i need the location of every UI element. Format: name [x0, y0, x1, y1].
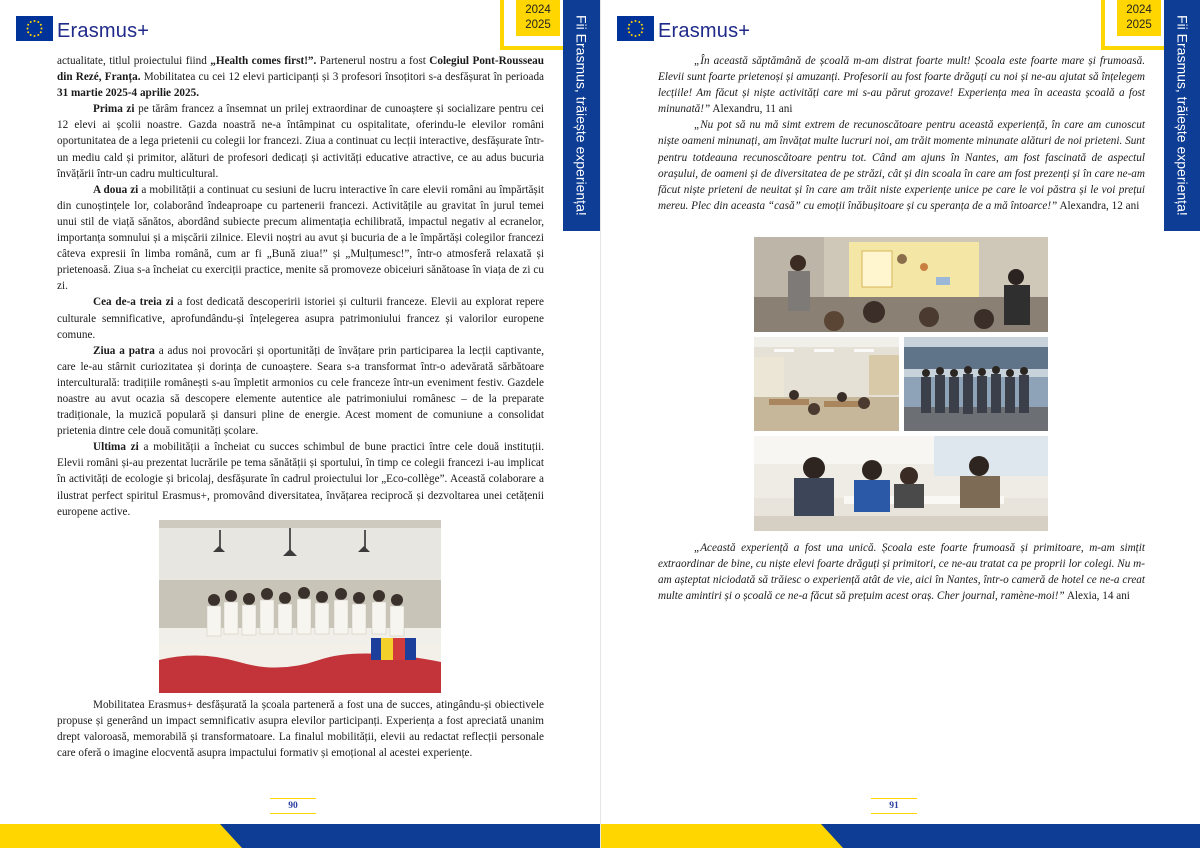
day1-paragraph — [57, 101, 544, 181]
vertical-title-text-right: Fii Erasmus, trăiește experiența! — [1174, 15, 1191, 216]
day1-text: pe tărâm francez a însemnat un prilej extraordinar de cunoaștere și socializare pentru cei 12 elevi ai școlii noastre. Gazda noastră ne-a întâmpinat cu ospitalitate, oferindu-le elevilor români oportunitatea de a lega prietenii cu colegii lor francezi. Ziua a continuat cu lecții interactive, desfășurate într-un mediu cald și primitor, alături de profesori dedicați și activități educative atractive, ce au adus bucuria învățării într-un cadru multicultural. — [57, 103, 544, 180]
intro-text-a: actualitate, titlul proiectului fiind — [57, 55, 211, 67]
students-group-image — [904, 337, 1048, 431]
brand-name-right: Erasmus+ — [658, 20, 751, 42]
page-number-left: 90 — [270, 798, 316, 814]
day1-lead: Prima zi — [93, 103, 135, 116]
testimonial-alexandru — [658, 53, 1145, 117]
day4-lead: Ziua a patra — [93, 344, 155, 357]
eu-flag-icon — [617, 16, 654, 41]
intro-text-c: Partenerul nostru a fost — [316, 55, 430, 67]
last-day-text: a mobilității a încheiat cu succes schimbul de bune practici între cele două instituții. Elevii români și-au prezentat lucrările pe tema sănătății și sportului, în timp ce colegii francezi i-au implicat în activități de ecologie și bricolaj, desfășurate în cadrul proiectului lor „Eco-collège”. Această colaborare a ilustrat perfect spiritul Erasmus+, promovând diversitatea, învățarea reciprocă și dezvoltarea unei cetățenii europene active. — [57, 441, 544, 518]
testimonials-top — [658, 53, 1145, 214]
day3-lead: Cea de-a treia zi — [93, 296, 174, 309]
article-top — [57, 53, 544, 520]
group-photo — [159, 520, 441, 693]
testimonials-bottom — [658, 540, 1145, 604]
testimonial-alexandru-text: „În această săptămână de școală m-am distrat foarte mult! Școala este foarte mare și frumoasă. Elevii sunt foarte prietenoși și amuzanți. Profesorii au fost foarte drăguți cu noi și ne-au ajutat să înțelegem lecțiile! Am făcut și niște activități care mi s-au părut grozave! Experiența mea în aceasta școală a fost minunată!” — [658, 55, 1145, 116]
eu-flag-icon — [16, 16, 53, 41]
year-badge — [516, 0, 560, 36]
classroom-image — [754, 337, 899, 431]
classroom-presentation-image — [754, 237, 1048, 332]
last-day-paragraph — [57, 439, 544, 519]
testimonial-alexia — [658, 540, 1145, 604]
students-group-photo — [904, 337, 1048, 431]
year-start-right: 2024 — [1126, 4, 1152, 16]
classroom-photo — [754, 337, 899, 431]
testimonial-alexia-author: Alexia, 14 ani — [1064, 590, 1130, 603]
vertical-title — [563, 0, 600, 231]
project-title: „Health comes first!”. — [210, 55, 317, 67]
footer-blue-stripe-right — [821, 824, 1200, 848]
article-bottom — [57, 697, 544, 761]
intro-paragraph — [57, 53, 544, 101]
partner-school: Colegiul Pont-Rousseau din Rezé, Franța. — [57, 55, 544, 84]
day4-text: a adus noi provocări și oportunități de învățare prin participarea la lecții captivante, care le-au stârnit curiozitatea și dorința de cunoaștere. Seara s-a transformat într-o adevărată sărbătoare interculturală: tradițiile românești s-au împletit armonios cu cele franceze într-un eveniment festiv. Gazdele noastre au avut ocazia să descopere elemente autentice ale patrimoniului românesc – de la preparate tradiționale, la muzică populară și dansuri pline de energie. Acest moment de comuniune a consolidat prietenia dintre cele două comunități școlare. — [57, 344, 544, 438]
year-badge-right — [1117, 0, 1161, 36]
erasmus-logo — [16, 14, 149, 43]
classroom-presentation-photo — [754, 237, 1048, 332]
footer-blue-stripe — [220, 824, 600, 848]
testimonial-alexandra-text: „Nu pot să nu mă simt extrem de recunoscătoare pentru această experiență, în care am cunoscut niște oameni minunați, am învățat multe lucruri noi, am trăit momente minunate alături de noi prieteni. Sunt pentru totdeauna recunoscătoare pentru tot. Când am ajuns în Nantes, am fost fascinată de aspectul orașului, de oameni și de diversitatea de pe străzi, cât și din scoala în care am fost prezenți și în care ne-am făcut niște prieteni de neuitat și în care am trăit niste experiențe unice pe care le voi păstra și le voi prețui mereu. Plec din aceasta “casă” cu emoții înăbușitoare și cu speranța de a mă întoarce!” — [658, 119, 1145, 212]
vertical-title-text: Fii Erasmus, trăiește experiența! — [573, 15, 590, 216]
testimonial-alexandru-author: Alexandru, 11 ani — [710, 103, 793, 116]
intro-text-e: Mobilitatea cu cei 12 elevi participanți și 3 profesori însoțitori s-a desfășurat în perioada — [140, 71, 545, 84]
testimonial-alexandra — [658, 117, 1145, 214]
day4-paragraph — [57, 343, 544, 440]
day3-paragraph — [57, 294, 544, 342]
year-end: 2025 — [525, 19, 551, 31]
testimonial-alexandra-author: Alexandra, 12 ani — [1057, 199, 1140, 212]
day2-lead: A doua zi — [93, 183, 139, 196]
vertical-title-right — [1164, 0, 1200, 231]
page-number-right: 91 — [871, 798, 917, 814]
erasmus-logo-right — [617, 14, 750, 43]
right-page — [600, 0, 1200, 848]
day2-text: a mobilității a continuat cu sesiuni de lucru interactive în care elevii români au împărtășit din cunoștințele lor, colaborând îndeaproape cu partenerii francezi. Activitățile au gravitat în jurul temei unui stil de viață sănătos, abordând subiecte precum alimentația echilibrată, impactul negativ al ecranelor, importanța somnului și a mișcării zilnice. Elevii noștri au avut și bucuria de a le împărtăși colegilor francezi câteva expresii în limba română, cum ar fi „Bună ziua!” și „Mulțumesc!”, într-o atmosferă relaxată și prietenoasă. Ziua s-a încheiat cu exerciții practice, menite să promoveze obiceiuri sănătoase în viața de zi cu zi. — [57, 183, 544, 293]
students-table-photo — [754, 436, 1048, 531]
last-day-lead: Ultima zi — [93, 441, 139, 454]
mobility-dates: 31 martie 2025-4 aprilie 2025. — [57, 87, 199, 100]
day2-paragraph — [57, 182, 544, 295]
students-table-image — [754, 436, 1048, 531]
group-photo-image — [159, 520, 441, 693]
testimonial-alexia-text: „Această experiență a fost una unică. Școala este foarte frumoasă și primitoare, m-am simțit extraordinar de bine, cu niște elevi foarte drăguți și primitori, ce ne-au tratat ca pe proprii lor colegi. Nu m-am așteptat niciodată să trăiesc o experiență atât de vie, aici în Nantes, într-o cameră de hotel ce ne-a creat multe amintiri și o școală ce ne-a făcut să prețuim acest oraș. Cher journal, ramène-moi!” — [658, 542, 1145, 603]
conclusion-paragraph: Mobilitatea Erasmus+ desfășurată la școala parteneră a fost una de succes, atingându-și obiectivele propuse și generând un impact semnificativ asupra elevilor participanți. Experiența a fost apreciată unanim drept valoroasă, memorabilă și transformatoare. La finalul mobilității, elevii au redactat reflecții personale care oferă o imagine elocventă asupra impactului formativ și emoțional al acestei experiențe. — [57, 699, 544, 760]
brand-name: Erasmus+ — [57, 20, 150, 42]
year-start: 2024 — [525, 4, 551, 16]
day3-text: a fost dedicată descoperirii istoriei și culturii franceze. Elevii au explorat repere culturale semnificative, aprofundându-și înțelegerea asupra patrimoniului francez și valorilor europene comune. — [57, 296, 544, 341]
year-end-right: 2025 — [1126, 19, 1152, 31]
